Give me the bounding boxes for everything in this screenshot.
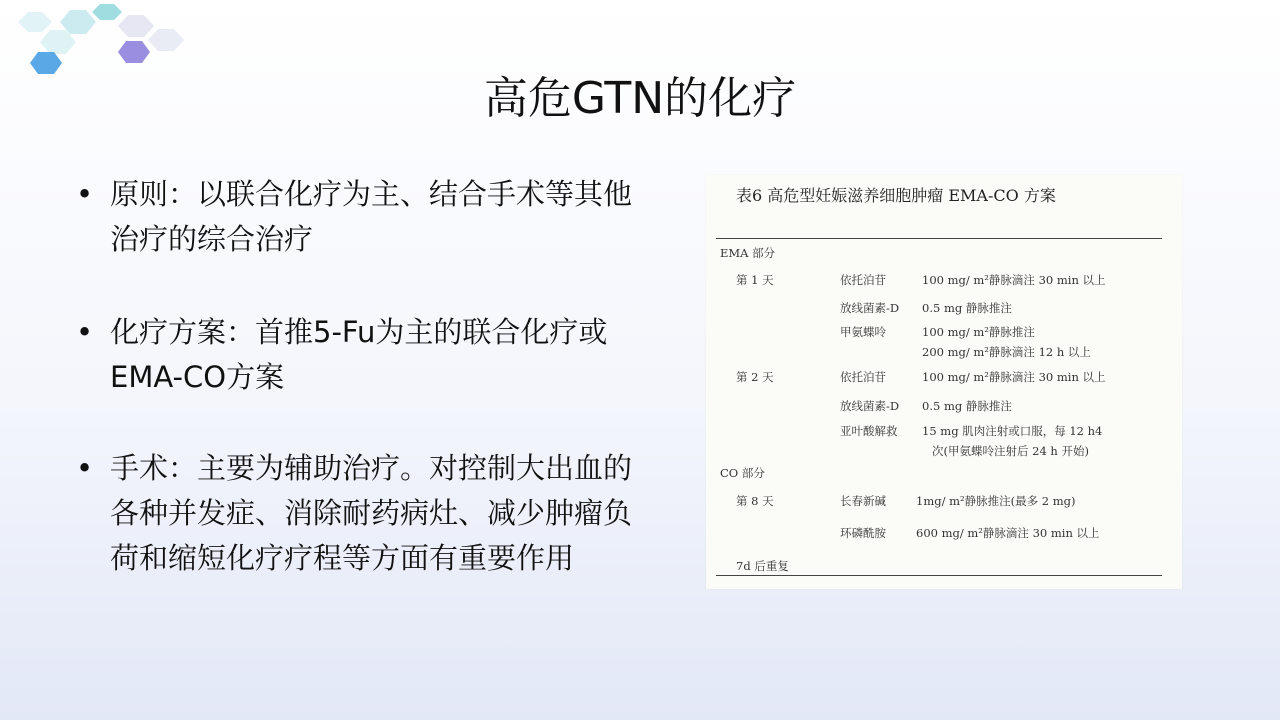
table-dose: 600 mg/ m²静脉滴注 30 min 以上 xyxy=(916,526,1100,540)
table-day: 第 2 天 xyxy=(736,370,774,384)
bullet-item xyxy=(70,446,660,581)
bullet-dot: • xyxy=(76,177,94,211)
table-bottom-rule xyxy=(716,575,1162,576)
table-drug: 放线菌素-D xyxy=(840,399,900,413)
table-dose: 200 mg/ m²静脉滴注 12 h 以上 xyxy=(922,345,1091,359)
table-drug: 依托泊苷 xyxy=(840,370,886,384)
bullet-text: 化疗方案：首推5-Fu为主的联合化疗或EMA-CO方案 xyxy=(110,315,608,394)
bullet-text: 手术：主要为辅助治疗。对控制大出血的各种并发症、消除耐药病灶、减少肿瘤负荷和缩短化疗疗程等方面有重要作用 xyxy=(110,451,633,575)
ema-co-table-image xyxy=(706,175,1182,589)
bullet-item xyxy=(70,310,660,400)
table-caption: 表6 高危型妊娠滋养细胞肿瘤 EMA-CO 方案 xyxy=(736,186,1056,205)
slide-title: 高危GTN的化疗 xyxy=(483,73,797,124)
table-dose: 15 mg 肌肉注射或口服，每 12 h4 xyxy=(922,424,1103,438)
table-dose: 0.5 mg 静脉推注 xyxy=(922,301,1012,315)
table-dose: 100 mg/ m²静脉推注 xyxy=(922,325,1035,339)
table-section-label: CO 部分 xyxy=(720,466,765,480)
table-dose: 100 mg/ m²静脉滴注 30 min 以上 xyxy=(922,370,1106,384)
table-drug: 放线菌素-D xyxy=(840,301,900,315)
table-drug: 甲氨蝶呤 xyxy=(840,325,886,339)
table-drug: 环磷酰胺 xyxy=(840,526,886,540)
bullet-dot: • xyxy=(76,451,94,485)
table-top-rule xyxy=(716,238,1162,239)
table-day: 第 1 天 xyxy=(736,273,774,287)
table-drug: 亚叶酸解救 xyxy=(840,424,898,438)
table-dose: 0.5 mg 静脉推注 xyxy=(922,399,1012,413)
table-dose: 1mg/ m²静脉推注(最多 2 mg) xyxy=(916,494,1076,508)
table-day: 第 8 天 xyxy=(736,494,774,508)
table-drug: 依托泊苷 xyxy=(840,273,886,287)
table-drug: 长春新碱 xyxy=(840,494,886,508)
bullet-list xyxy=(70,172,660,629)
bullet-dot: • xyxy=(76,315,94,349)
table-section-label: EMA 部分 xyxy=(720,246,776,260)
bullet-text: 原则：以联合化疗为主、结合手术等其他治疗的综合治疗 xyxy=(110,177,633,256)
table-dose: 次(甲氨蝶呤注射后 24 h 开始) xyxy=(932,444,1089,458)
table-section-label: 7d 后重复 xyxy=(736,559,789,573)
table-dose: 100 mg/ m²静脉滴注 30 min 以上 xyxy=(922,273,1106,287)
bullet-item xyxy=(70,172,660,262)
